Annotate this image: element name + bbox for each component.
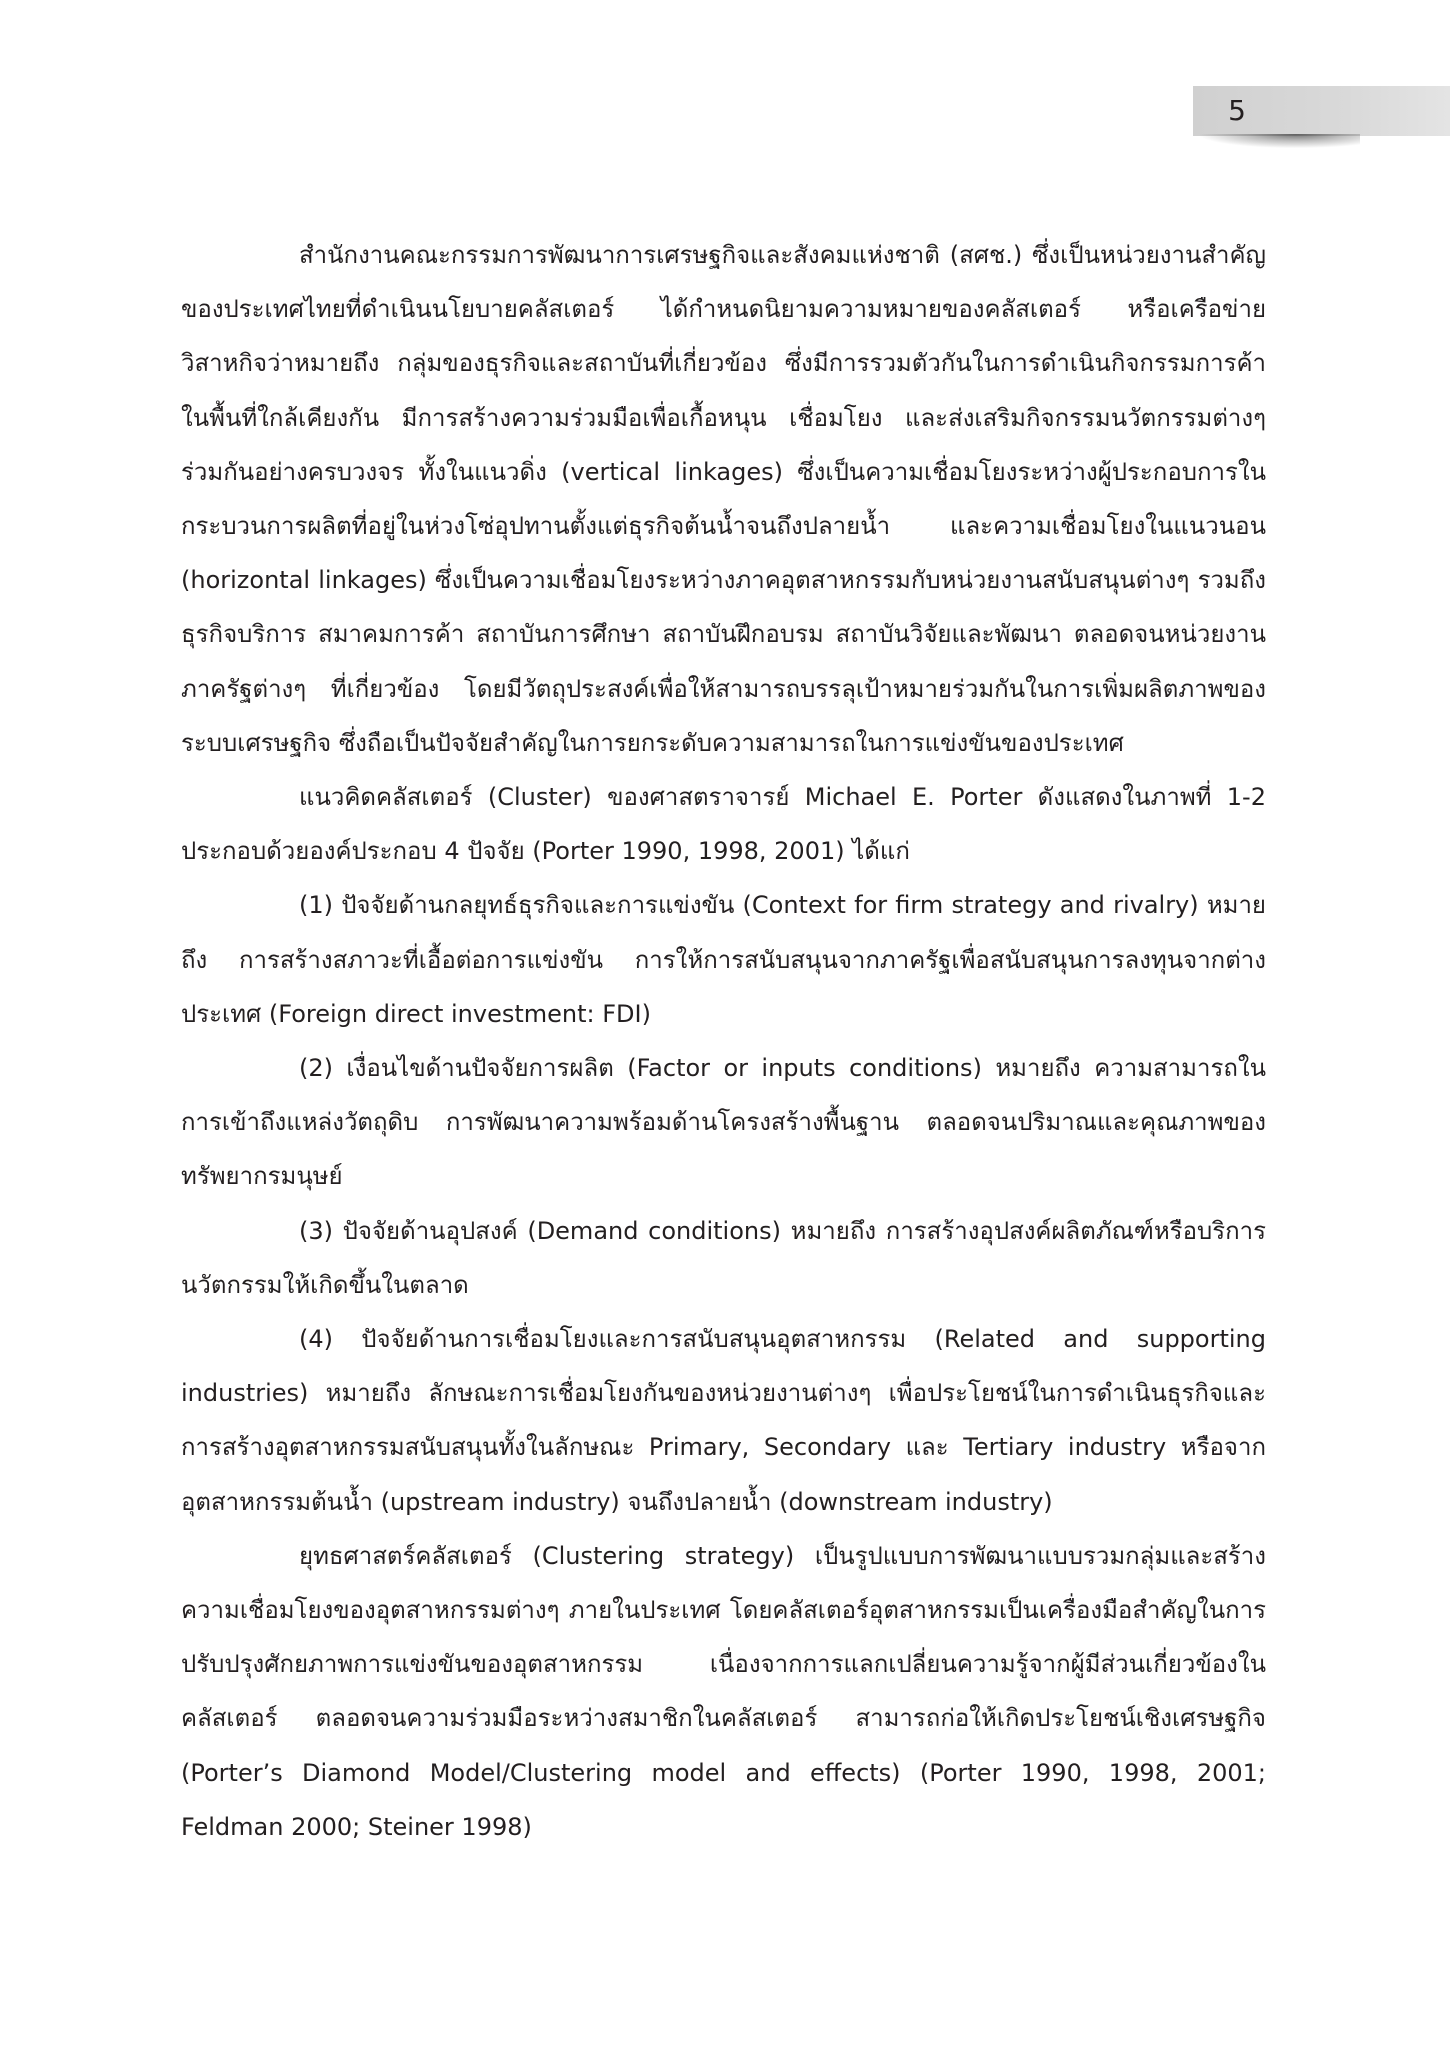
body-text [181, 228, 1266, 1854]
page-number: 5 [1228, 94, 1246, 127]
paragraph-factor-firm-strategy: (1) ปัจจัยด้านกลยุทธ์ธุรกิจและการแข่งขัน (Context for firm strategy and rivalry) หมายถึง การสร้างสภาวะที่เอื้อต่อการแข่งขัน การให้การสนับสนุนจากภาครัฐเพื่อสนับสนุนการลงทุนจากต่างประเทศ (Foreign direct investment: FDI) [181, 891, 1266, 1028]
paragraph-nesdb-cluster-definition: สำนักงานคณะกรรมการพัฒนาการเศรษฐกิจและสังคมแห่งชาติ (สศช.) ซึ่งเป็นหน่วยงานสำคัญของประเทศไทยที่ดำเนินนโยบายคลัสเตอร์ ได้กำหนดนิยามความหมายของคลัสเตอร์ หรือเครือข่ายวิสาหกิจว่าหมายถึง กลุ่มของธุรกิจและสถาบันที่เกี่ยวข้อง ซึ่งมีการรวมตัวกันในการดำเนินกิจกรรมการค้าในพื้นที่ใกล้เคียงกัน มีการสร้างความร่วมมือเพื่อเกื้อหนุน เชื่อมโยง และส่งเสริมกิจกรรมนวัตกรรมต่างๆ ร่วมกันอย่างครบวงจร ทั้งในแนวดิ่ง (vertical linkages) ซึ่งเป็นความเชื่อมโยงระหว่างผู้ประกอบการในกระบวนการผลิตที่อยู่ในห่วงโซ่อุปทานตั้งแต่ธุรกิจต้นน้ำจนถึงปลายน้ำ และความเชื่อมโยงในแนวนอน (horizontal linkages) ซึ่งเป็นความเชื่อมโยงระหว่างภาคอุตสาหกรรมกับหน่วยงานสนับสนุนต่างๆ รวมถึงธุรกิจบริการ สมาคมการค้า สถาบันการศึกษา สถาบันฝึกอบรม สถาบันวิจัยและพัฒนา ตลอดจนหน่วยงานภาครัฐต่างๆ ที่เกี่ยวข้อง โดยมีวัตถุประสงค์เพื่อให้สามารถบรรลุเป้าหมายร่วมกันในการเพิ่มผลิตภาพของระบบเศรษฐกิจ ซึ่งถือเป็นปัจจัยสำคัญในการยกระดับความสามารถในการแข่งขันของประเทศ [181, 241, 1266, 757]
paragraph-factor-inputs-conditions: (2) เงื่อนไขด้านปัจจัยการผลิต (Factor or inputs conditions) หมายถึง ความสามารถในการเข้าถึงแหล่งวัตถุดิบ การพัฒนาความพร้อมด้านโครงสร้างพื้นฐาน ตลอดจนปริมาณและคุณภาพของทรัพยากรมนุษย์ [181, 1054, 1266, 1191]
paragraph-clustering-strategy: ยุทธศาสตร์คลัสเตอร์ (Clustering strategy) เป็นรูปแบบการพัฒนาแบบรวมกลุ่มและสร้างความเชื่อมโยงของอุตสาหกรรมต่างๆ ภายในประเทศ โดยคลัสเตอร์อุตสาหกรรมเป็นเครื่องมือสำคัญในการปรับปรุงศักยภาพการแข่งขันของอุตสาหกรรม เนื่องจากการแลกเปลี่ยนความรู้จากผู้มีส่วนเกี่ยวข้องในคลัสเตอร์ ตลอดจนความร่วมมือระหว่างสมาชิกในคลัสเตอร์ สามารถก่อให้เกิดประโยชน์เชิงเศรษฐกิจ (Porter’s Diamond Model/Clustering model and effects) (Porter 1990, 1998, 2001; Feldman 2000; Steiner 1998) [181, 1541, 1266, 1841]
paragraph-factor-demand-conditions: (3) ปัจจัยด้านอุปสงค์ (Demand conditions) หมายถึง การสร้างอุปสงค์ผลิตภัณฑ์หรือบริการนวัตกรรมให้เกิดขึ้นในตลาด [181, 1216, 1266, 1299]
page-number-tab-shadow [1200, 134, 1360, 148]
paragraph-porter-cluster-concept: แนวคิดคลัสเตอร์ (Cluster) ของศาสตราจารย์ Michael E. Porter ดังแสดงในภาพที่ 1-2 ประกอบด้วยองค์ประกอบ 4 ปัจจัย (Porter 1990, 1998, 2001) ได้แก่ [181, 783, 1266, 866]
paragraph-factor-related-industries: (4) ปัจจัยด้านการเชื่อมโยงและการสนับสนุนอุตสาหกรรม (Related and supporting industries) หมายถึง ลักษณะการเชื่อมโยงกันของหน่วยงานต่างๆ เพื่อประโยชน์ในการดำเนินธุรกิจและการสร้างอุตสาหกรรมสนับสนุนทั้งในลักษณะ Primary, Secondary และ Tertiary industry หรือจากอุตสาหกรรมต้นน้ำ (upstream industry) จนถึงปลายน้ำ (downstream industry) [181, 1325, 1266, 1516]
